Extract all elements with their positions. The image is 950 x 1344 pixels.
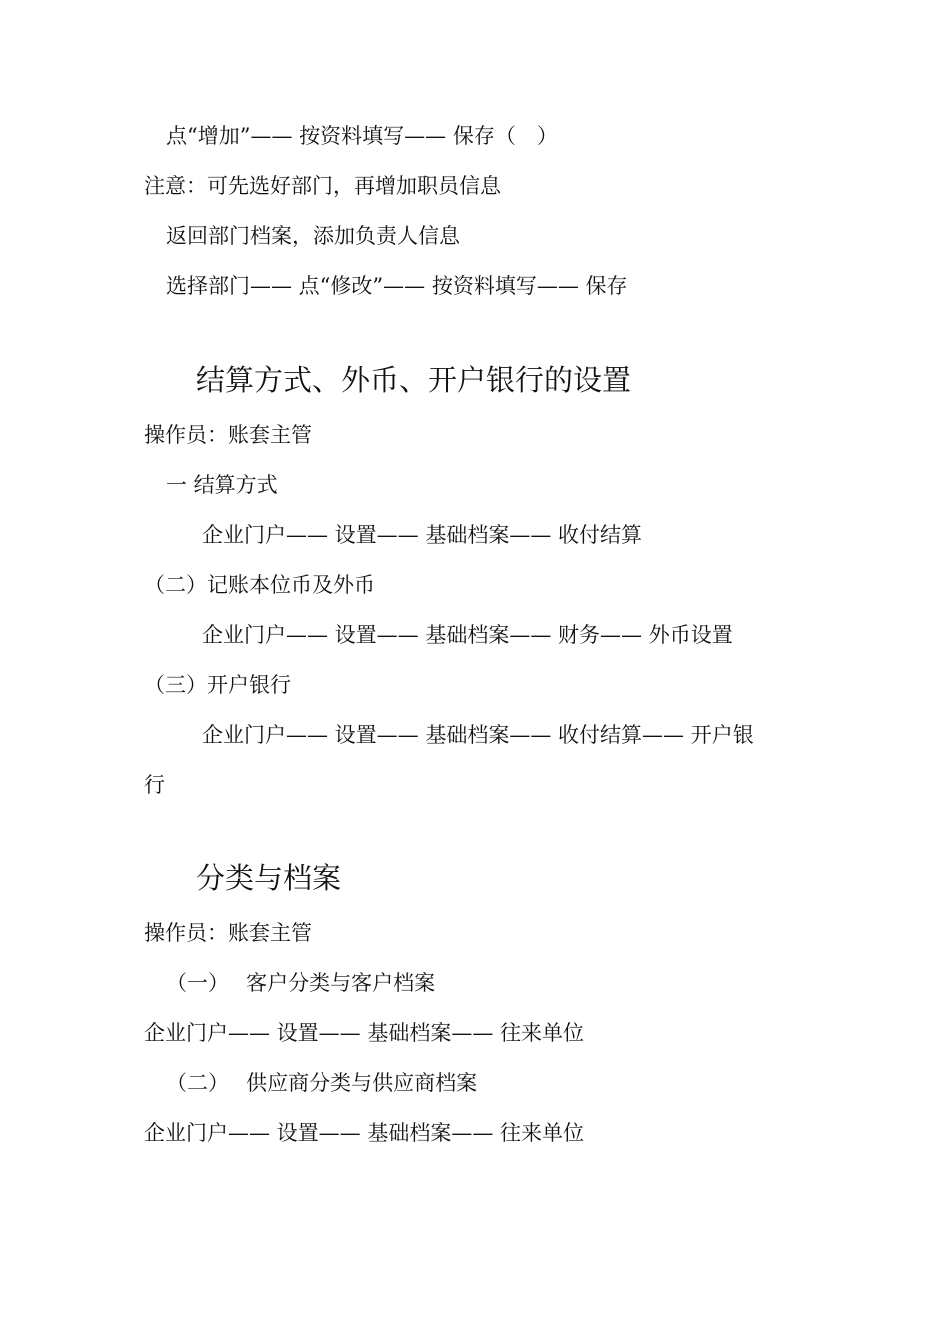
bank-path-line2: 行 [144,773,165,797]
customer-archive-title: （一） 客户分类与客户档案 [166,971,436,995]
settlement-method-title: 一 结算方式 [166,473,278,497]
customer-archive-path: 企业门户—— 设置—— 基础档案—— 往来单位 [144,1021,585,1045]
settlement-section-title: 结算方式、外币、开户银行的设置 [196,363,632,397]
currency-path: 企业门户—— 设置—— 基础档案—— 财务—— 外币设置 [202,623,733,647]
step-modify-text: 选择部门—— 点“修改”—— 按资料填写—— 保存 [166,274,628,298]
archive-section-title: 分类与档案 [196,861,342,895]
bank-path-line1: 企业门户—— 设置—— 基础档案—— 收付结算—— 开户银 [202,723,754,747]
note-text: 注意：可先选好部门，再增加职员信息 [144,174,501,198]
step-add-text: 点“增加”—— 按资料填写—— 保存（ ） [166,124,558,148]
return-note-text: 返回部门档案，添加负责人信息 [166,224,460,248]
supplier-archive-path: 企业门户—— 设置—— 基础档案—— 往来单位 [144,1121,585,1145]
supplier-archive-title: （二） 供应商分类与供应商档案 [166,1071,478,1095]
bank-title: （三）开户银行 [144,673,291,697]
archive-operator-text: 操作员：账套主管 [144,921,312,945]
settlement-operator-text: 操作员：账套主管 [144,423,312,447]
settlement-method-path: 企业门户—— 设置—— 基础档案—— 收付结算 [202,523,643,547]
currency-title: （二）记账本位币及外币 [144,573,375,597]
